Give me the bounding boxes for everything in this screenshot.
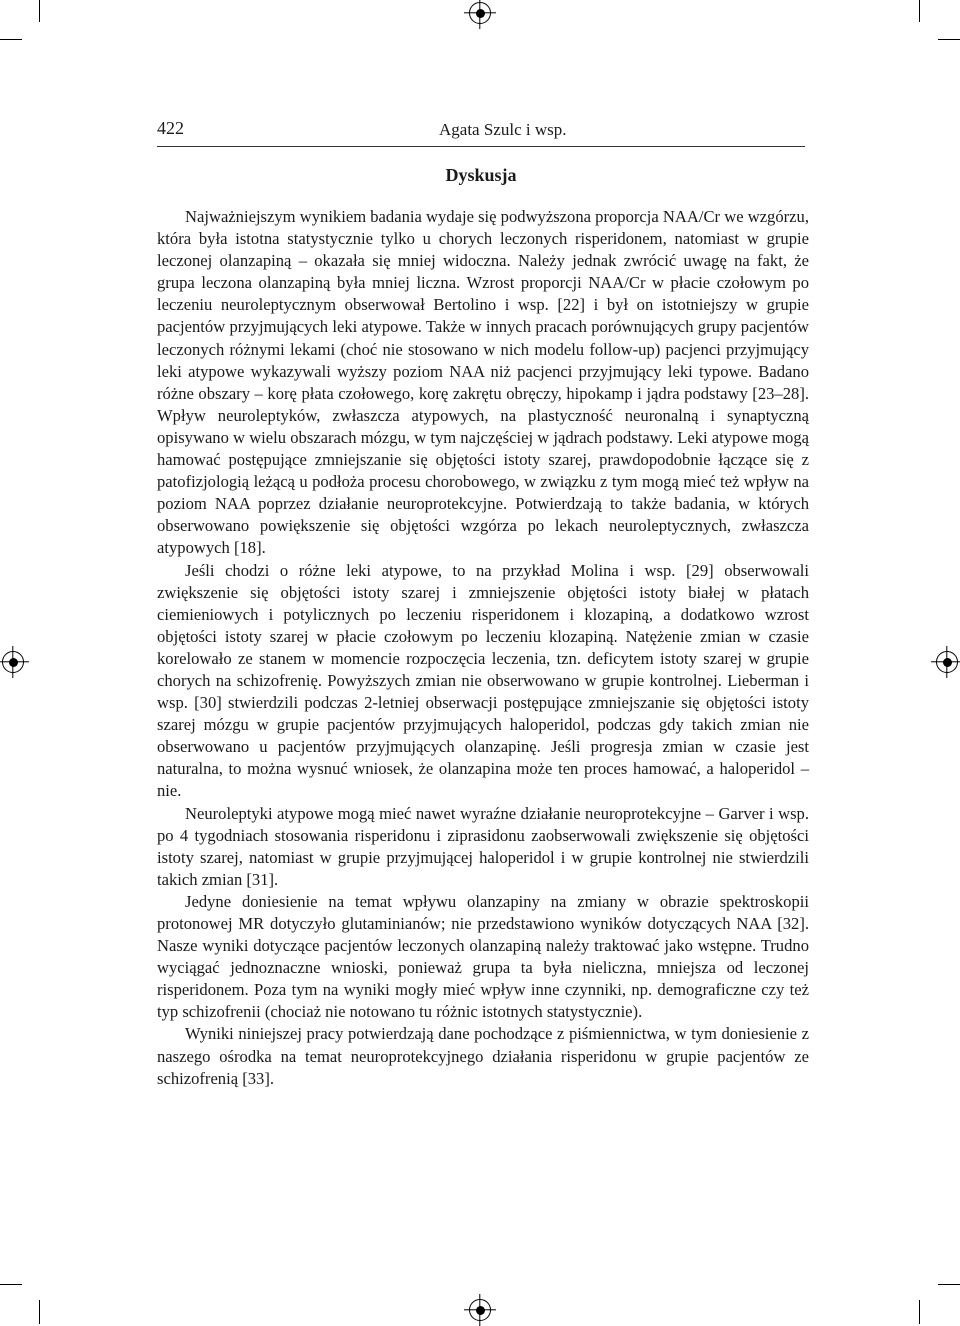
paragraph: Jedyne doniesienie na temat wpływu olanzapiny na zmiany w obrazie spektroskopii protonowej MR dotyczyło glutaminianów; nie przedstawiono wyników dotyczących NAA [32]. Nasze wyniki dotyczące pacjentów leczonych olanzapiną należy traktować jako wstępne. Trudno wyciągać jednoznaczne wnioski, ponieważ grupa ta była nieliczna, mniejsza od leczonej risperidonem. Poza tym na wyniki mogły mieć wpływ inne czynniki, np. demograficzne czy też typ schizofrenii (chociaż nie notowano tu różnic istotnych statystycznie).: [157, 891, 809, 1022]
crop-mark: [0, 39, 22, 40]
crop-mark: [938, 39, 960, 40]
page-header: [157, 118, 805, 147]
paragraph: Najważniejszym wynikiem badania wydaje się podwyższona proporcja NAA/Cr we wzgórzu, która była istotna statystycznie tylko u chorych leczonych risperidonem, natomiast w grupie leczonej olanzapiną – okazała się mniej widoczna. Należy jednak zwrócić uwagę na fakt, że grupa leczona olanzapiną była mniej liczna. Wzrost proporcji NAA/Cr w płacie czołowym po leczeniu neuroleptycznym obserwował Bertolino i wsp. [22] i był on istotniejszy w grupie pacjentów przyjmujących leki atypowe. Także w innych pracach porównujących grupy pacjentów leczonych różnymi lekami (choć nie stosowano w nich modelu follow-up) pacjenci przyjmujący leki atypowe wykazywali wyższy poziom NAA niż pacjenci przyjmujący leki typowe. Badano różne obszary – korę płata czołowego, korę zakrętu obręczy, hipokamp i jądra podstawy [23–28]. Wpływ neuroleptyków, zwłaszcza atypowych, na plastyczność neuronalną i synaptyczną opisywano w wielu obszarach mózgu, w tym najczęściej w jądrach podstawy. Leki atypowe mogą hamować postępujące zmniejszanie się objętości istoty szarej, prawdopodobnie łączące się z patofizjologią leżącą u podłoża procesu chorobowego, w związku z tym mogą mieć też wpływ na poziom NAA poprzez działanie neuroprotekcyjne. Potwierdzają to także badania, w których obserwowano powiększenie się objętości wzgórza po lekach neuroleptycznych, zwłaszcza atypowych [18].: [157, 207, 809, 558]
registration-mark-icon: [936, 651, 958, 673]
registration-mark-icon: [469, 1299, 491, 1321]
paragraph: Jeśli chodzi o różne leki atypowe, to na przykład Molina i wsp. [29] obserwowali zwiększenie się objętości istoty szarej i zmniejszenie objętości istoty białej w płatach ciemieniowych i potylicznych po leczeniu risperidonem i klozapiną, a dodatkowo wzrost objętości istoty szarej w płacie czołowym po leczeniu klozapiną. Natężenie zmian w czasie korelowało ze stanem w momencie rozpoczęcia leczenia, tzn. deficytem istoty szarej w grupie chorych na schizofrenię. Powyższych zmian nie obserwowano w grupie kontrolnej. Lieberman i wsp. [30] stwierdzili podczas 2-letniej obserwacji postępujące zmniejszanie się objętości istoty szarej mózgu w grupie pacjentów przyjmujących haloperidol, podczas gdy takich zmian nie obserwowano u pacjentów przyjmujących olanzapinę. Jeśli progresja zmian w czasie jest naturalna, to można wysnuć wniosek, że olanzapina może ten proces hamować, a haloperidol – nie.: [157, 560, 809, 801]
paragraph: Neuroleptyki atypowe mogą mieć nawet wyraźne działanie neuroprotekcyjne – Garver i wsp. po 4 tygodniach stosowania risperidonu i ziprasidonu zaobserwowali zwiększenie się objętości istoty szarej, natomiast w grupie przyjmującej haloperidol i w grupie kontrolnej nie stwierdzili takich zmian [31].: [157, 803, 809, 889]
crop-mark: [919, 1300, 920, 1324]
paragraph: Wyniki niniejszej pracy potwierdzają dane pochodzące z piśmiennictwa, w tym doniesienie z naszego ośrodka na temat neuroprotekcyjnego działania risperidonu w grupie pacjentów ze schizofrenią [33].: [157, 1024, 809, 1088]
registration-mark-icon: [2, 651, 24, 673]
crop-mark: [39, 0, 40, 22]
page-number: 422: [157, 118, 184, 138]
crop-mark: [39, 1300, 40, 1324]
registration-mark-icon: [469, 2, 491, 24]
crop-mark: [0, 1284, 22, 1285]
body-text: [157, 206, 809, 1090]
crop-mark: [919, 0, 920, 22]
section-title: Dyskusja: [445, 165, 517, 185]
crop-mark: [938, 1284, 960, 1285]
running-head: Agata Szulc i wsp.: [439, 120, 567, 139]
